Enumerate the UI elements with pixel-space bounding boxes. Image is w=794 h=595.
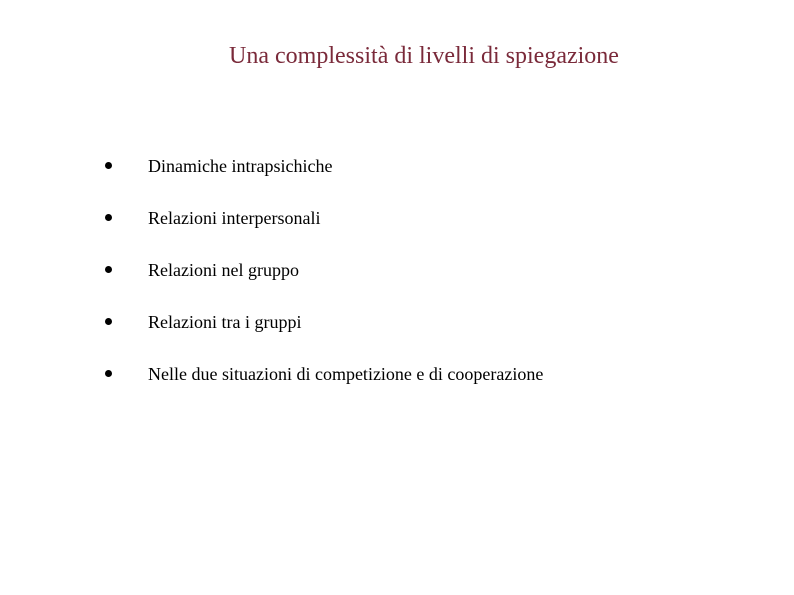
list-item [0,358,794,410]
list-item [0,150,794,202]
list-item [0,202,794,254]
bullet-text: Dinamiche intrapsichiche [148,156,333,176]
list-item [0,306,794,358]
bullet-dot-icon [105,318,112,325]
bullet-dot-icon [105,162,112,169]
bullet-text: Nelle due situazioni di competizione e di cooperazione [148,364,544,384]
slide-title: Una complessità di livelli di spiegazione [229,43,619,69]
bullet-list [0,150,794,410]
bullet-dot-icon [105,266,112,273]
bullet-text: Relazioni interpersonali [148,208,321,228]
bullet-dot-icon [105,370,112,377]
list-item [0,254,794,306]
bullet-text: Relazioni tra i gruppi [148,312,302,332]
bullet-text: Relazioni nel gruppo [148,260,299,280]
bullet-dot-icon [105,214,112,221]
